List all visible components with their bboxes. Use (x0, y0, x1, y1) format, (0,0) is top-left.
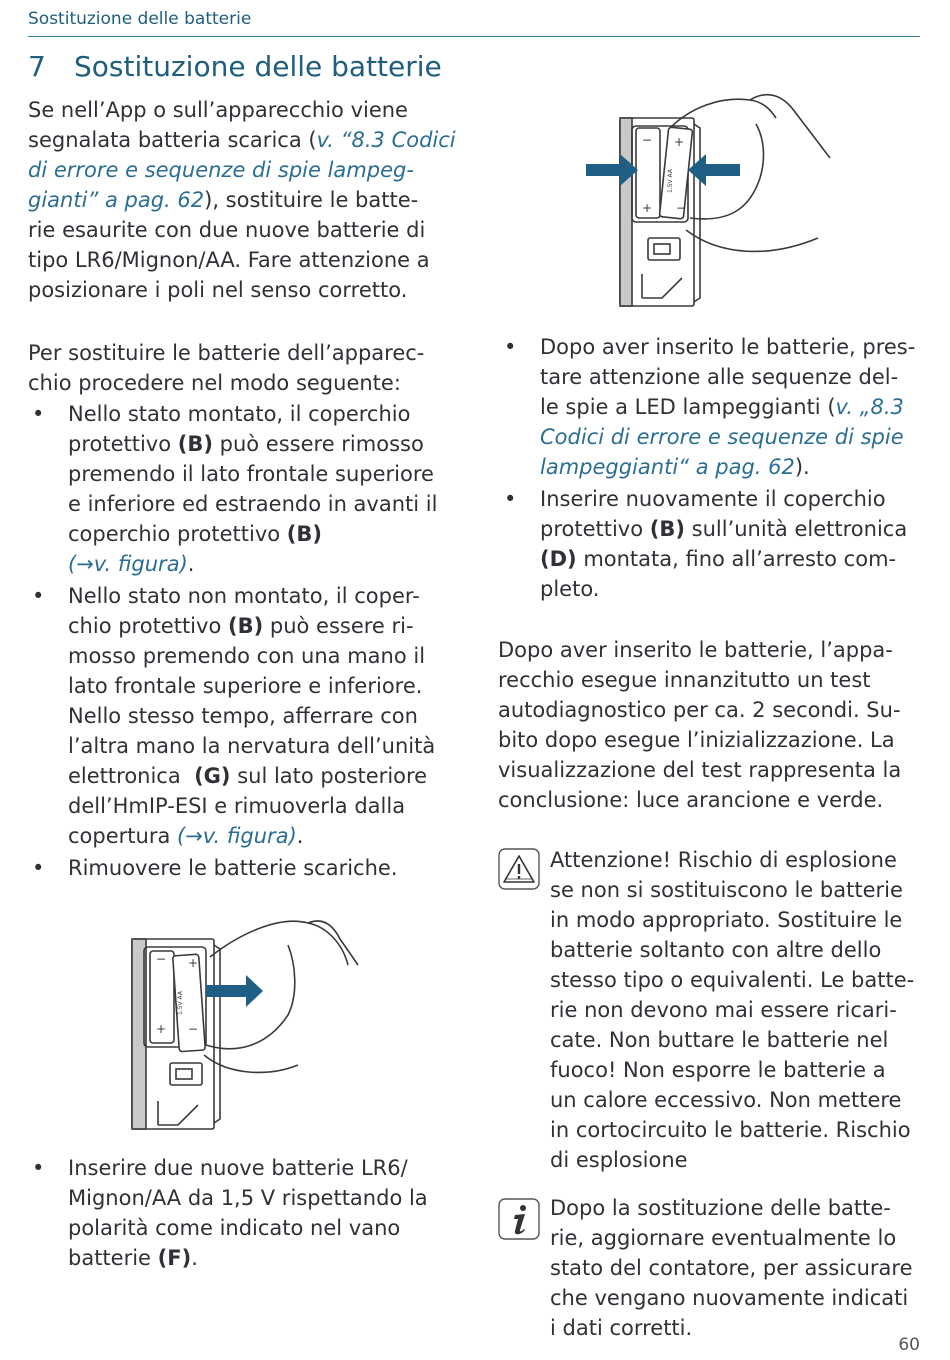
arrow-left-icon (688, 154, 740, 186)
step-text: batterie (68, 1246, 158, 1270)
display-window (170, 1063, 202, 1085)
step-text: chio protettivo (68, 614, 228, 638)
step-line (68, 761, 468, 791)
part-label: (B) (649, 517, 685, 541)
step-line: polarità come indicato nel vano (68, 1216, 401, 1240)
device-side (620, 118, 632, 306)
step-line: l’altra mano la nervatura dell’unità (68, 734, 436, 758)
step-line: premendo il lato frontale superiore (68, 462, 434, 486)
paragraph-line: conclusione: luce arancione e verde. (498, 788, 884, 812)
step-line (540, 514, 930, 544)
list-item (500, 484, 930, 604)
info-line: i dati corretti. (550, 1316, 693, 1340)
info-line: Dopo la sostituzione delle batte- (550, 1196, 891, 1220)
warning-line: rie non devono mai essere ricari- (550, 998, 897, 1022)
insert-steps (28, 1153, 468, 1275)
minus-sign: − (188, 1022, 199, 1036)
step-text: le spie a LED lampeggianti ( (540, 395, 836, 419)
procedure-intro (28, 338, 468, 398)
warning-triangle-icon (498, 848, 540, 890)
info-note (550, 1193, 930, 1343)
after-insert-steps (500, 332, 930, 606)
step-line: • Dopo aver inserito le batterie, pres- (540, 335, 916, 359)
step-line: mosso premendo con una mano il (68, 644, 426, 668)
display-inner (654, 244, 670, 254)
warning-line: cate. Non buttare le batterie nel (550, 1028, 889, 1052)
display-window (648, 238, 680, 260)
warning-line: in cortocircuito le batterie. Rischio (550, 1118, 911, 1142)
warning-line: se non si sostituiscono le batterie (550, 878, 903, 902)
hand-thumb (686, 230, 818, 251)
step-line: • Nello stato montato, il coperchio (68, 402, 411, 426)
step-line (540, 544, 930, 574)
step-line: Mignon/AA da 1,5 V rispettando la (68, 1186, 428, 1210)
chapter-title-text: Sostituzione delle batterie (74, 50, 442, 83)
intro-line (28, 125, 468, 155)
paragraph-line: autodiagnostico per ca. 2 secondi. Su- (498, 698, 901, 722)
battery-insert-illustration (580, 88, 840, 313)
step-line (68, 519, 468, 549)
step-text: . (191, 1246, 198, 1270)
part-label: (D) (540, 547, 577, 571)
step-line (68, 1243, 468, 1273)
part-label: (G) (194, 764, 231, 788)
step-text: protettivo (68, 432, 178, 456)
part-label: (B) (227, 614, 264, 638)
procedure-line: Per sostituire le batterie dell’apparec- (28, 341, 425, 365)
warning-line: di esplosione (550, 1148, 688, 1172)
device-edge (214, 945, 220, 1123)
chapter-title (28, 50, 442, 83)
step-line: • Nello stato non montato, il coper- (68, 584, 420, 608)
intro-line: rie esaurite con due nuove batterie di (28, 218, 426, 242)
step-line: pleto. (540, 577, 600, 601)
step-line: lato frontale superiore e inferiore. (68, 674, 423, 698)
step-line: • Inserire due nuove batterie LR6/ (68, 1156, 408, 1180)
procedure-steps (28, 399, 468, 885)
step-text: può essere rimosso (212, 432, 424, 456)
warning-line: Attenzione! Rischio di esplosione (550, 848, 897, 872)
part-label: (B) (177, 432, 213, 456)
intro-paragraph (28, 95, 468, 305)
step-text: sul lato posteriore (230, 764, 428, 788)
step-line (68, 611, 468, 641)
info-line: che vengano nuovamente indicati (550, 1286, 909, 1310)
info-line: stato del contatore, per assicurare (550, 1256, 913, 1280)
device-edge (694, 124, 700, 302)
step-line: Nello stesso tempo, afferrare con (68, 704, 418, 728)
warning-line: fuoco! Non esporre le batterie a (550, 1058, 886, 1082)
step-line: e inferiore ed estraendo in avanti il (68, 492, 438, 516)
paragraph-line: Dopo aver inserito le batterie, l’appa- (498, 638, 893, 662)
figure-link[interactable]: (→v. figura) (177, 824, 297, 848)
paragraph-line: bito dopo esegue l’inizializzazione. La (498, 728, 895, 752)
step-text: ). (794, 455, 810, 479)
step-line: dell’HmIP-ESI e rimuoverla dalla (68, 794, 406, 818)
intro-text: ), sostituire le batte- (204, 188, 419, 212)
step-line (540, 392, 930, 422)
step-text: . (187, 552, 195, 576)
step-text: copertura (68, 824, 177, 848)
step-line (540, 452, 930, 482)
step-text: montata, fino all’arresto com- (576, 547, 897, 571)
intro-line: tipo LR6/Mignon/AA. Fare attenzione a (28, 248, 430, 272)
error-codes-link[interactable]: gianti” a pag. 62 (28, 188, 205, 212)
plus-sign: + (674, 135, 685, 149)
warning-line: batterie soltanto con altre dello (550, 938, 882, 962)
intro-line: Se nell’App o sull’apparecchio viene (28, 98, 408, 122)
bracket-hook (158, 1101, 198, 1125)
step-text: sull’unità elettronica (684, 517, 908, 541)
step-text: può essere ri- (263, 614, 414, 638)
step-text: . (296, 824, 304, 848)
intro-text: segnalata batteria scarica ( (28, 128, 317, 152)
running-header: Sostituzione delle batterie (28, 9, 252, 29)
battery-label: 1.5V AA (177, 991, 184, 1015)
hand-top (210, 921, 348, 965)
info-icon (498, 1198, 540, 1240)
step-line: tare attenzione alle sequenze del- (540, 365, 899, 389)
plus-sign: + (642, 201, 653, 215)
intro-line (28, 185, 468, 215)
error-codes-link[interactable]: v. “8.3 Codici (316, 128, 456, 152)
figure-link[interactable]: (→v. figura) (68, 552, 188, 576)
step-text: elettronica (68, 764, 195, 788)
plus-sign: + (188, 956, 199, 970)
display-inner (176, 1069, 192, 1079)
intro-line: posizionare i poli nel senso corretto. (28, 278, 408, 302)
part-label: (F) (157, 1246, 192, 1270)
warning-line: in modo appropriato. Sostituire le (550, 908, 903, 932)
warning-line: stesso tipo o equivalenti. Le batte- (550, 968, 915, 992)
hand-thumb (204, 1055, 298, 1072)
warning-note (550, 845, 930, 1175)
minus-sign: − (156, 952, 167, 966)
list-item (500, 332, 930, 482)
step-line (68, 429, 468, 459)
list-item (28, 399, 468, 579)
step-text: coperchio protettivo (68, 522, 287, 546)
error-codes-link[interactable]: lampeggianti“ a pag. 62 (540, 455, 795, 479)
minus-sign: − (642, 133, 653, 147)
warning-line: un calore eccessivo. Non mettere (550, 1088, 902, 1112)
minus-sign: − (676, 201, 687, 215)
error-codes-link[interactable]: Codici di errore e sequenze di spie (540, 425, 904, 449)
paragraph-line: visualizzazione del test rappresenta la (498, 758, 902, 782)
step-text: protettivo (540, 517, 650, 541)
paragraph-line: recchio esegue innanzitutto un test (498, 668, 871, 692)
hand-top (670, 99, 776, 128)
list-item (28, 853, 468, 883)
step-line: • Inserire nuovamente il coperchio (540, 487, 886, 511)
step-line: • Rimuovere le batterie scariche. (68, 856, 398, 880)
plus-sign: + (156, 1022, 167, 1036)
step-line (68, 821, 468, 851)
chapter-number: 7 (28, 50, 46, 83)
procedure-line: chio procedere nel modo seguente: (28, 371, 401, 395)
list-item (28, 1153, 468, 1273)
info-line: rie, aggiornare eventualmente lo (550, 1226, 897, 1250)
self-test-paragraph (498, 635, 928, 815)
header-divider (28, 36, 920, 37)
battery-removal-illustration (118, 905, 368, 1135)
part-label: (B) (286, 522, 322, 546)
bracket-hook (642, 274, 682, 298)
list-item (28, 581, 468, 851)
battery-label: 1.5V AA (667, 169, 674, 193)
hand-finger (308, 921, 358, 965)
page-number: 60 (898, 1335, 920, 1355)
error-codes-link[interactable]: di errore e sequenze di spie lampeg- (28, 158, 414, 182)
error-codes-link[interactable]: v. „8.3 (835, 395, 904, 419)
step-line (68, 549, 468, 579)
